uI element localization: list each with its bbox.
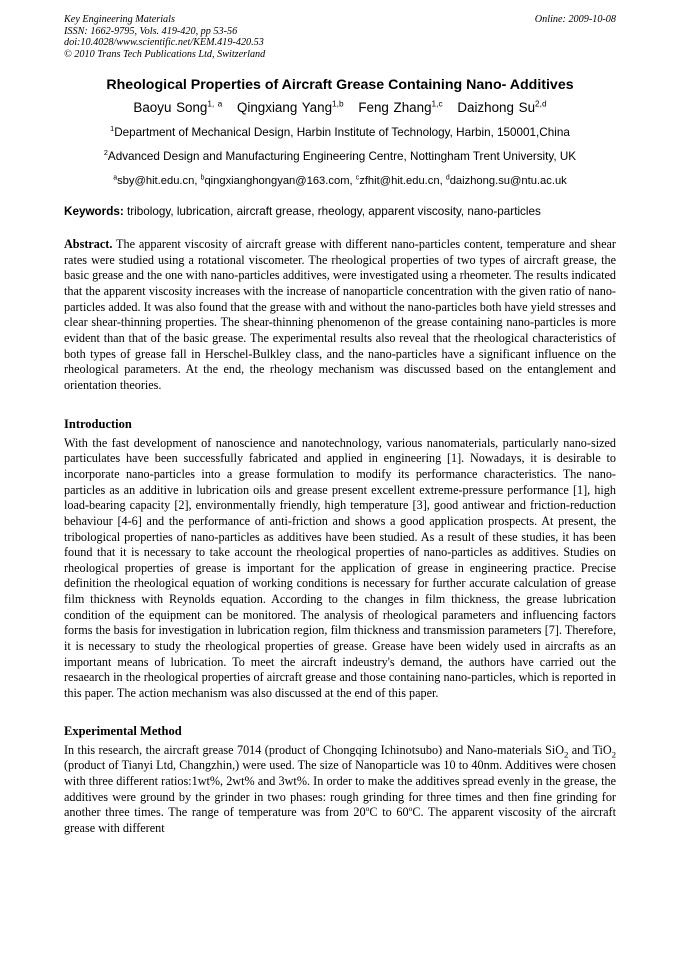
introduction-text: With the fast development of nanoscience and nanotechnology, various nanomaterials, particularly nano-sized particulates have been successfully fabricated and applied in engineering [1]. Nowadays, it is desirable to incorporate nano-particles into a grease formulation to modify its performance characteristics. The nano-particles as an additive in lubrication oils and grease present excellent extreme-pressure performance [1], high load-bearing capacity [2], environmentally friendly, high temperature [3], good antiwear and friction-reduction behaviour [4-6] and the performance of anti-friction and shows a good application prospects. At present, the tribological properties of nano-particles as additives have been studied. As a result of these studies, it has been found that it is necessary to take account the rheological properties of nano-particles as additives. Studies on rheological properties of grease is important for the application of grease in engineering practice. Precise definition the rheological equation of working conditions is necessary for further accurate calculation of grease film thickness with Reynolds equation. According to the changes in film thickness, the grease lubrication condition of the equipment can be monitored. The analysis of rheological parameters and influencing factors forms the basis for investigation in lubrication region, film thickness and transmission parameters [7]. Therefore, it is necessary to study the rheological properties of grease. Grease have been widely used in aircrafts as an important means of lubrication. To meet the aircraft indeustry's demand, the authors have carried out the resaearch in the rheological properties of aircraft grease and those containing nano-particles, which is reported in this paper. The action mechanism was also discussed at the end of this paper. — [64, 435, 616, 701]
paper-title: Rheological Properties of Aircraft Grease Containing Nano- Additives — [106, 77, 574, 93]
text-run: C to 60 — [369, 805, 409, 820]
affiliation-text: Advanced Design and Manufacturing Engineering Centre, Nottingham Trent University, UK — [107, 150, 577, 163]
section-heading-experimental: Experimental Method — [64, 723, 182, 738]
degree-mark: o — [365, 804, 370, 814]
author-affil-mark: 1,b — [332, 98, 344, 109]
affiliation-mark: 2 — [103, 148, 108, 158]
subscript: 2 — [564, 749, 569, 760]
abstract — [64, 237, 616, 394]
journal-info — [64, 14, 265, 60]
author — [133, 100, 222, 115]
author-name: Baoyu Song — [133, 100, 208, 115]
text-run: C. The apparent viscosity of the aircraft grease with different — [64, 805, 616, 835]
affiliation-1 — [64, 126, 616, 140]
copyright-line: © 2010 Trans Tech Publications Ltd, Switzerland — [64, 48, 266, 60]
email-mark: d — [445, 174, 450, 182]
keywords-text: tribology, lubrication, aircraft grease, rheology, apparent viscosity, nano-particles — [123, 205, 541, 218]
email-link[interactable]: qingxianghongyan@163.com, — [204, 175, 356, 187]
section-heading-introduction: Introduction — [64, 416, 132, 431]
email-mark: a — [113, 174, 118, 182]
text-run: (product of Tianyi Ltd, Changzhin,) were used. The size of Nanoparticle was 10 to 40nm. Additives were chosen with three different ratios:1wt%, 2wt% and 3wt%. In order to make the additives spread evenly in the grease, the additives were ground by the grinder in two phases: rough grinding for three times and then fine grinding for another three times. The range of temperature was from 20 — [64, 758, 616, 820]
text-run: In this research, the aircraft grease 7014 (product of Chongqing Ichinotsubo) and Nano-materials SiO — [64, 742, 565, 757]
author — [457, 100, 546, 115]
author-name: Daizhong Su — [457, 100, 536, 115]
email-link[interactable]: zfhit@hit.edu.cn, — [359, 175, 446, 187]
author-affil-mark: 1,c — [431, 98, 443, 109]
journal-name: Key Engineering Materials — [64, 14, 175, 25]
author — [237, 100, 344, 115]
author — [358, 100, 442, 115]
abstract-label: Abstract. — [64, 237, 113, 251]
online-date: Online: 2009-10-08 — [534, 14, 616, 25]
subscript: 2 — [611, 749, 616, 760]
degree-mark: o — [408, 804, 413, 814]
author-list — [64, 99, 616, 116]
abstract-text: The apparent viscosity of aircraft grease with different nano-particles content, temperature and shear rates were studied using a rotational viscometer. The rheological properties of two types of aircraft grease, the basic grease and the one with nano-particles additives, were investigated using a rheometer. The results indicated that the apparent viscosity increases with the increase of nanoparticle concentration with the given ratio of nano-particles added. It was also found that the grease with and without the nano-particles both have yield stresses and clear shear-thinning properties. The shear-thinning phenomenon of the grease containing nano-particles is more evident than that of the basic grease. The experimental results also reveal that the rheological characteristics of both types of grease fall in Herschel-Bulkley class, and the nano-particles have a significant influence on the rheological parameters. At the end, the rheology mechanism was discussed based on the entanglement and orientation theories. — [64, 237, 616, 392]
email-link[interactable]: sby@hit.edu.cn, — [117, 175, 201, 187]
email-link[interactable]: daizhong.su@ntu.ac.uk — [449, 175, 567, 187]
issn-line: ISSN: 1662-9795, Vols. 419-420, pp 53-56 — [64, 25, 238, 37]
experimental-text — [64, 743, 616, 837]
author-affil-mark: 2,d — [535, 98, 547, 109]
email-mark: b — [200, 174, 205, 182]
paper-page — [64, 14, 616, 837]
author-name: Feng Zhang — [358, 100, 432, 115]
author-name: Qingxiang Yang — [236, 100, 333, 115]
affiliation-text: Department of Mechanical Design, Harbin Institute of Technology, Harbin, 150001,China — [114, 126, 570, 139]
author-affil-mark: 1, a — [207, 98, 223, 109]
email-mark: c — [355, 174, 360, 182]
affiliation-mark: 1 — [110, 124, 115, 134]
keywords — [64, 205, 616, 219]
doi-line: doi:10.4028/www.scientific.net/KEM.419-420.53 — [64, 37, 264, 48]
affiliation-2 — [64, 150, 616, 164]
running-header — [64, 14, 616, 60]
text-run: and TiO — [568, 742, 612, 757]
keywords-label: Keywords: — [64, 205, 124, 218]
email-list — [64, 174, 616, 188]
